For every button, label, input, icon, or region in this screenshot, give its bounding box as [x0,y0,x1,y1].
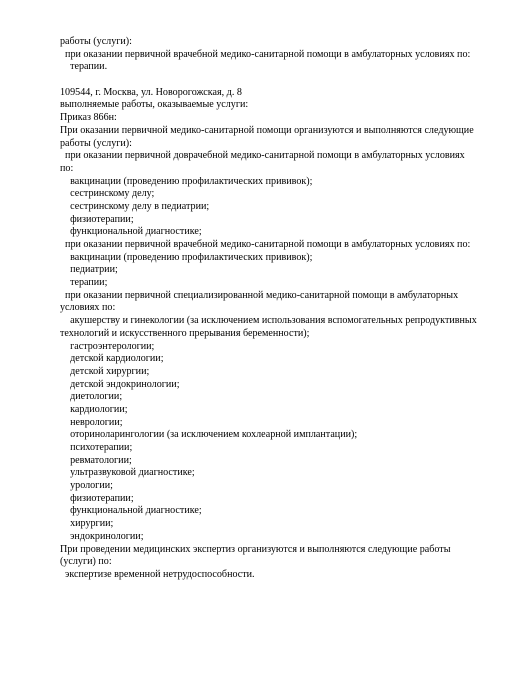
text-line: акушерству и гинекологии (за исключением использования вспомогательных репродуктивных [60,315,477,327]
text-line: физиотерапии; [60,492,134,504]
text-line: при оказании первичной специализированной медико-санитарной помощи в амбулаторных [60,289,459,301]
text-line: ревматологии; [60,454,132,466]
text-line: сестринскому делу в педиатрии; [60,200,210,212]
text-line: при оказании первичной врачебной медико-санитарной помощи в амбулаторных условиях по: [60,239,471,250]
text-line: неврологии; [60,416,123,428]
text-line: ультразвуковой диагностике; [60,467,195,479]
text-line: вакцинации (проведению профилактических прививок); [60,175,313,187]
text-line: психотерапии; [60,442,133,453]
text-line: работы (услуги): [60,36,132,47]
text-line: физиотерапии; [60,213,134,225]
text-line: диетологии; [60,391,123,403]
text-line: гастроэнтерологии; [60,340,155,352]
text-line: При проведении медицинских экспертиз организуются и выполняются следующие работы [60,543,451,555]
text-line: эндокринологии; [60,530,144,542]
text-line: при оказании первичной врачебной медико-санитарной помощи в амбулаторных условиях по: [60,48,471,60]
text-line: вакцинации (проведению профилактических прививок); [60,251,313,263]
text-line: (услуги) по: [60,556,112,568]
text-line: При оказании первичной медико-санитарной помощи организуются и выполняются следующие [60,124,474,136]
text-line: выполняемые работы, оказываемые услуги: [60,99,249,111]
text-line: детской кардиологии; [60,353,164,365]
text-line: 109544, г. Москва, ул. Новорогожская, д. 8 [60,86,242,98]
text-line: терапии. [60,61,108,73]
text-line: детской хирургии; [60,365,150,377]
text-line: экспертизе временной нетрудоспособности. [60,568,255,580]
text-line: терапии; [60,277,108,289]
document-body [60,36,500,582]
text-line: работы (услуги): [60,137,132,149]
text-line: Приказ 866н: [60,112,117,124]
text-line: педиатрии; [60,264,118,276]
text-line: хирургии; [60,518,114,530]
text-line: при оказании первичной доврачебной медико-санитарной помощи в амбулаторных условиях [60,150,465,162]
text-line: оториноларингологии (за исключением кохлеарной имплантации); [60,429,358,441]
text-line: функциональной диагностике; [60,505,202,517]
text-line: урологии; [60,480,113,492]
text-line: условиях по: [60,302,116,314]
text-line: сестринскому делу; [60,188,155,200]
text-line: детской эндокринологии; [60,378,180,390]
text-line: кардиологии; [60,403,128,415]
text-line: технологий и искусственного прерывания беременности); [60,327,310,339]
text-line: по: [60,162,74,174]
text-line: функциональной диагностике; [60,226,202,238]
blank-line [60,74,500,87]
